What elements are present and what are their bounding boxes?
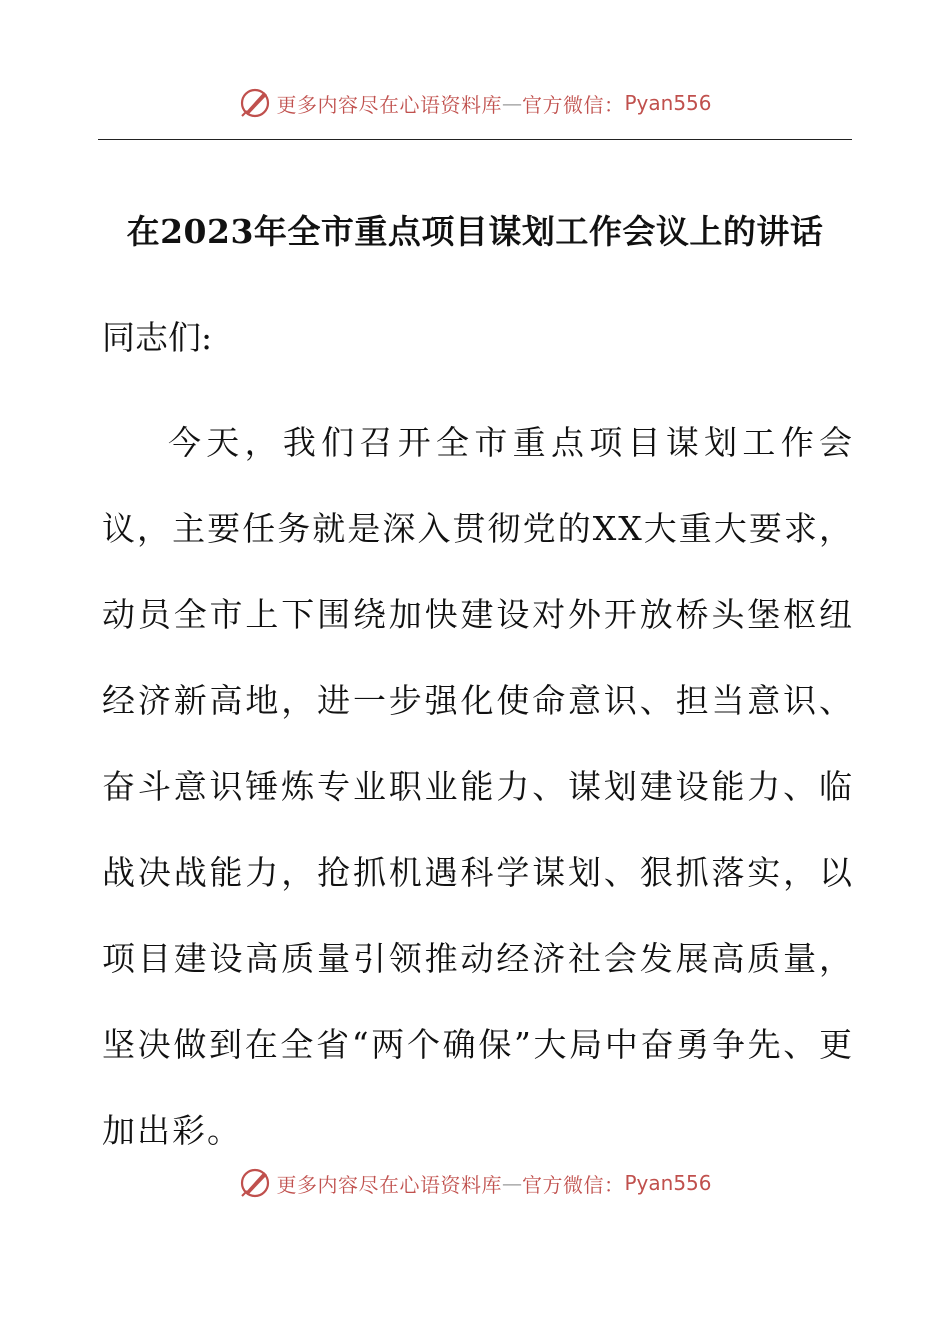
banner-wechat-label: 官方微信： [521, 1172, 625, 1197]
quill-pen-circle-icon [238, 1166, 272, 1200]
banner-wechat-id: Pyan556 [624, 1171, 712, 1195]
header-banner [0, 86, 950, 120]
quill-pen-circle-icon [238, 86, 272, 120]
header-divider [98, 139, 852, 140]
banner-site-text: 更多内容尽在心语资料库 [276, 1172, 502, 1197]
banner-separator: — [501, 91, 522, 115]
banner-separator: — [501, 1171, 522, 1195]
body-paragraph: 今天，我们召开全市重点项目谋划工作会议，主要任务就是深入贯彻党的XX大重大要求，动员全市上下围绕加快建设对外开放桥头堡枢纽经济新高地，进一步强化使命意识、担当意识、奋斗意识锤炼专业职业能力、谋划建设能力、临战决战能力，抢抓机遇科学谋划、狠抓落实，以项目建设高质量引领推动经济社会发展高质量，坚决做到在全省“两个确保”大局中奋勇争先、更加出彩。 [102, 423, 854, 1150]
banner-wechat-id: Pyan556 [624, 91, 712, 115]
banner-wechat-label: 官方微信： [521, 92, 625, 117]
document-title: 在2023年全市重点项目谋划工作会议上的讲话 [126, 212, 824, 251]
footer-banner [0, 1166, 950, 1200]
banner-site-text: 更多内容尽在心语资料库 [276, 92, 502, 117]
salutation: 同志们: [102, 318, 213, 357]
